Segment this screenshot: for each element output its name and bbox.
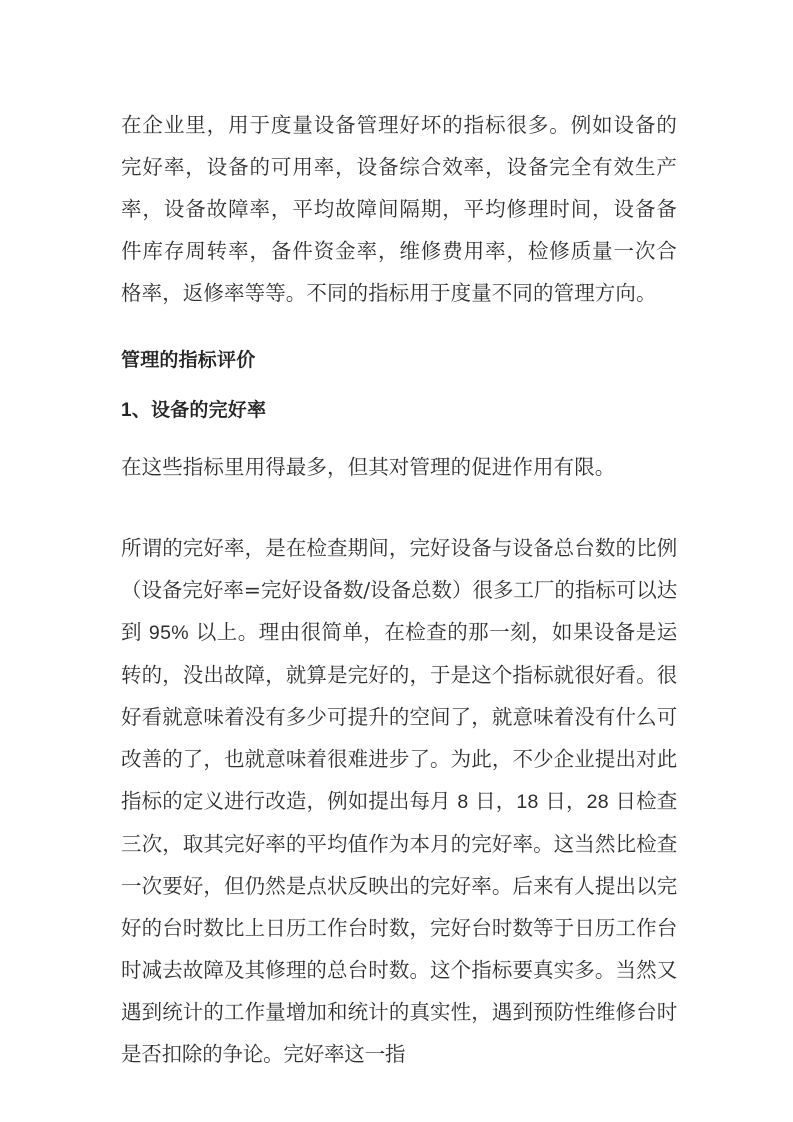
percent-value-95: 95% [148,622,189,644]
day-number-18: 18 [516,791,539,813]
heading-spacer [121,432,677,446]
page-text-column [121,104,677,1075]
subsection-lead-paragraph: 在这些指标里用得最多，但其对管理的促进作用有限。 [121,455,616,479]
definition-seg-4: 日， [468,789,517,813]
definition-seg-0: 所谓的完好率，是在检查期间，完好设备与设备总台数的比例（设备完好率=完好设备数/设备总数）很多工厂的指标可以达到 [121,536,677,644]
intro-paragraph: 在企业里，用于度量设备管理好坏的指标很多。例如设备的完好率，设备的可用率，设备综合效率，设备完全有效生产率，设备故障率，平均故障间隔期，平均修理时间，设备备件库存周转率，备件资金率，维修费用率，检修质量一次合格率，返修率等等。不同的指标用于度量不同的管理方向。 [121,113,677,305]
definition-seg-6: 日， [538,789,587,813]
definition-paragraph [121,527,677,1075]
definition-seg-8: 日检查三次，取其完好率的平均值作为本月的完好率。这当然比检查一次要好，但仍然是点状反映出的完好率。后来有人提出以完好的台时数比上日历工作台时数，完好台时数等于日历工作台时减去故障及其修理的总台时数。这个指标要真实多。当然又遇到统计的工作量增加和统计的真实性，遇到预防性维修台时是否扣除的争论。完好率这一指 [121,789,678,1066]
day-number-28: 28 [586,791,609,813]
section-heading: 管理的指标评价 [121,350,256,371]
day-number-8: 8 [457,791,469,813]
definition-seg-2: 以上。理由很简单，在检查的那一刻，如果设备是运转的，没出故障，就算是完好的，于是这个指标就很好看。很好看就意味着没有多少可提升的空间了，就意味着没有什么可改善的了，也就意味着很难进步了。为此，不少企业提出对此指标的定义进行改造，例如提出每月 [121,620,677,813]
subsection-heading: 1、设备的完好率 [121,400,267,421]
